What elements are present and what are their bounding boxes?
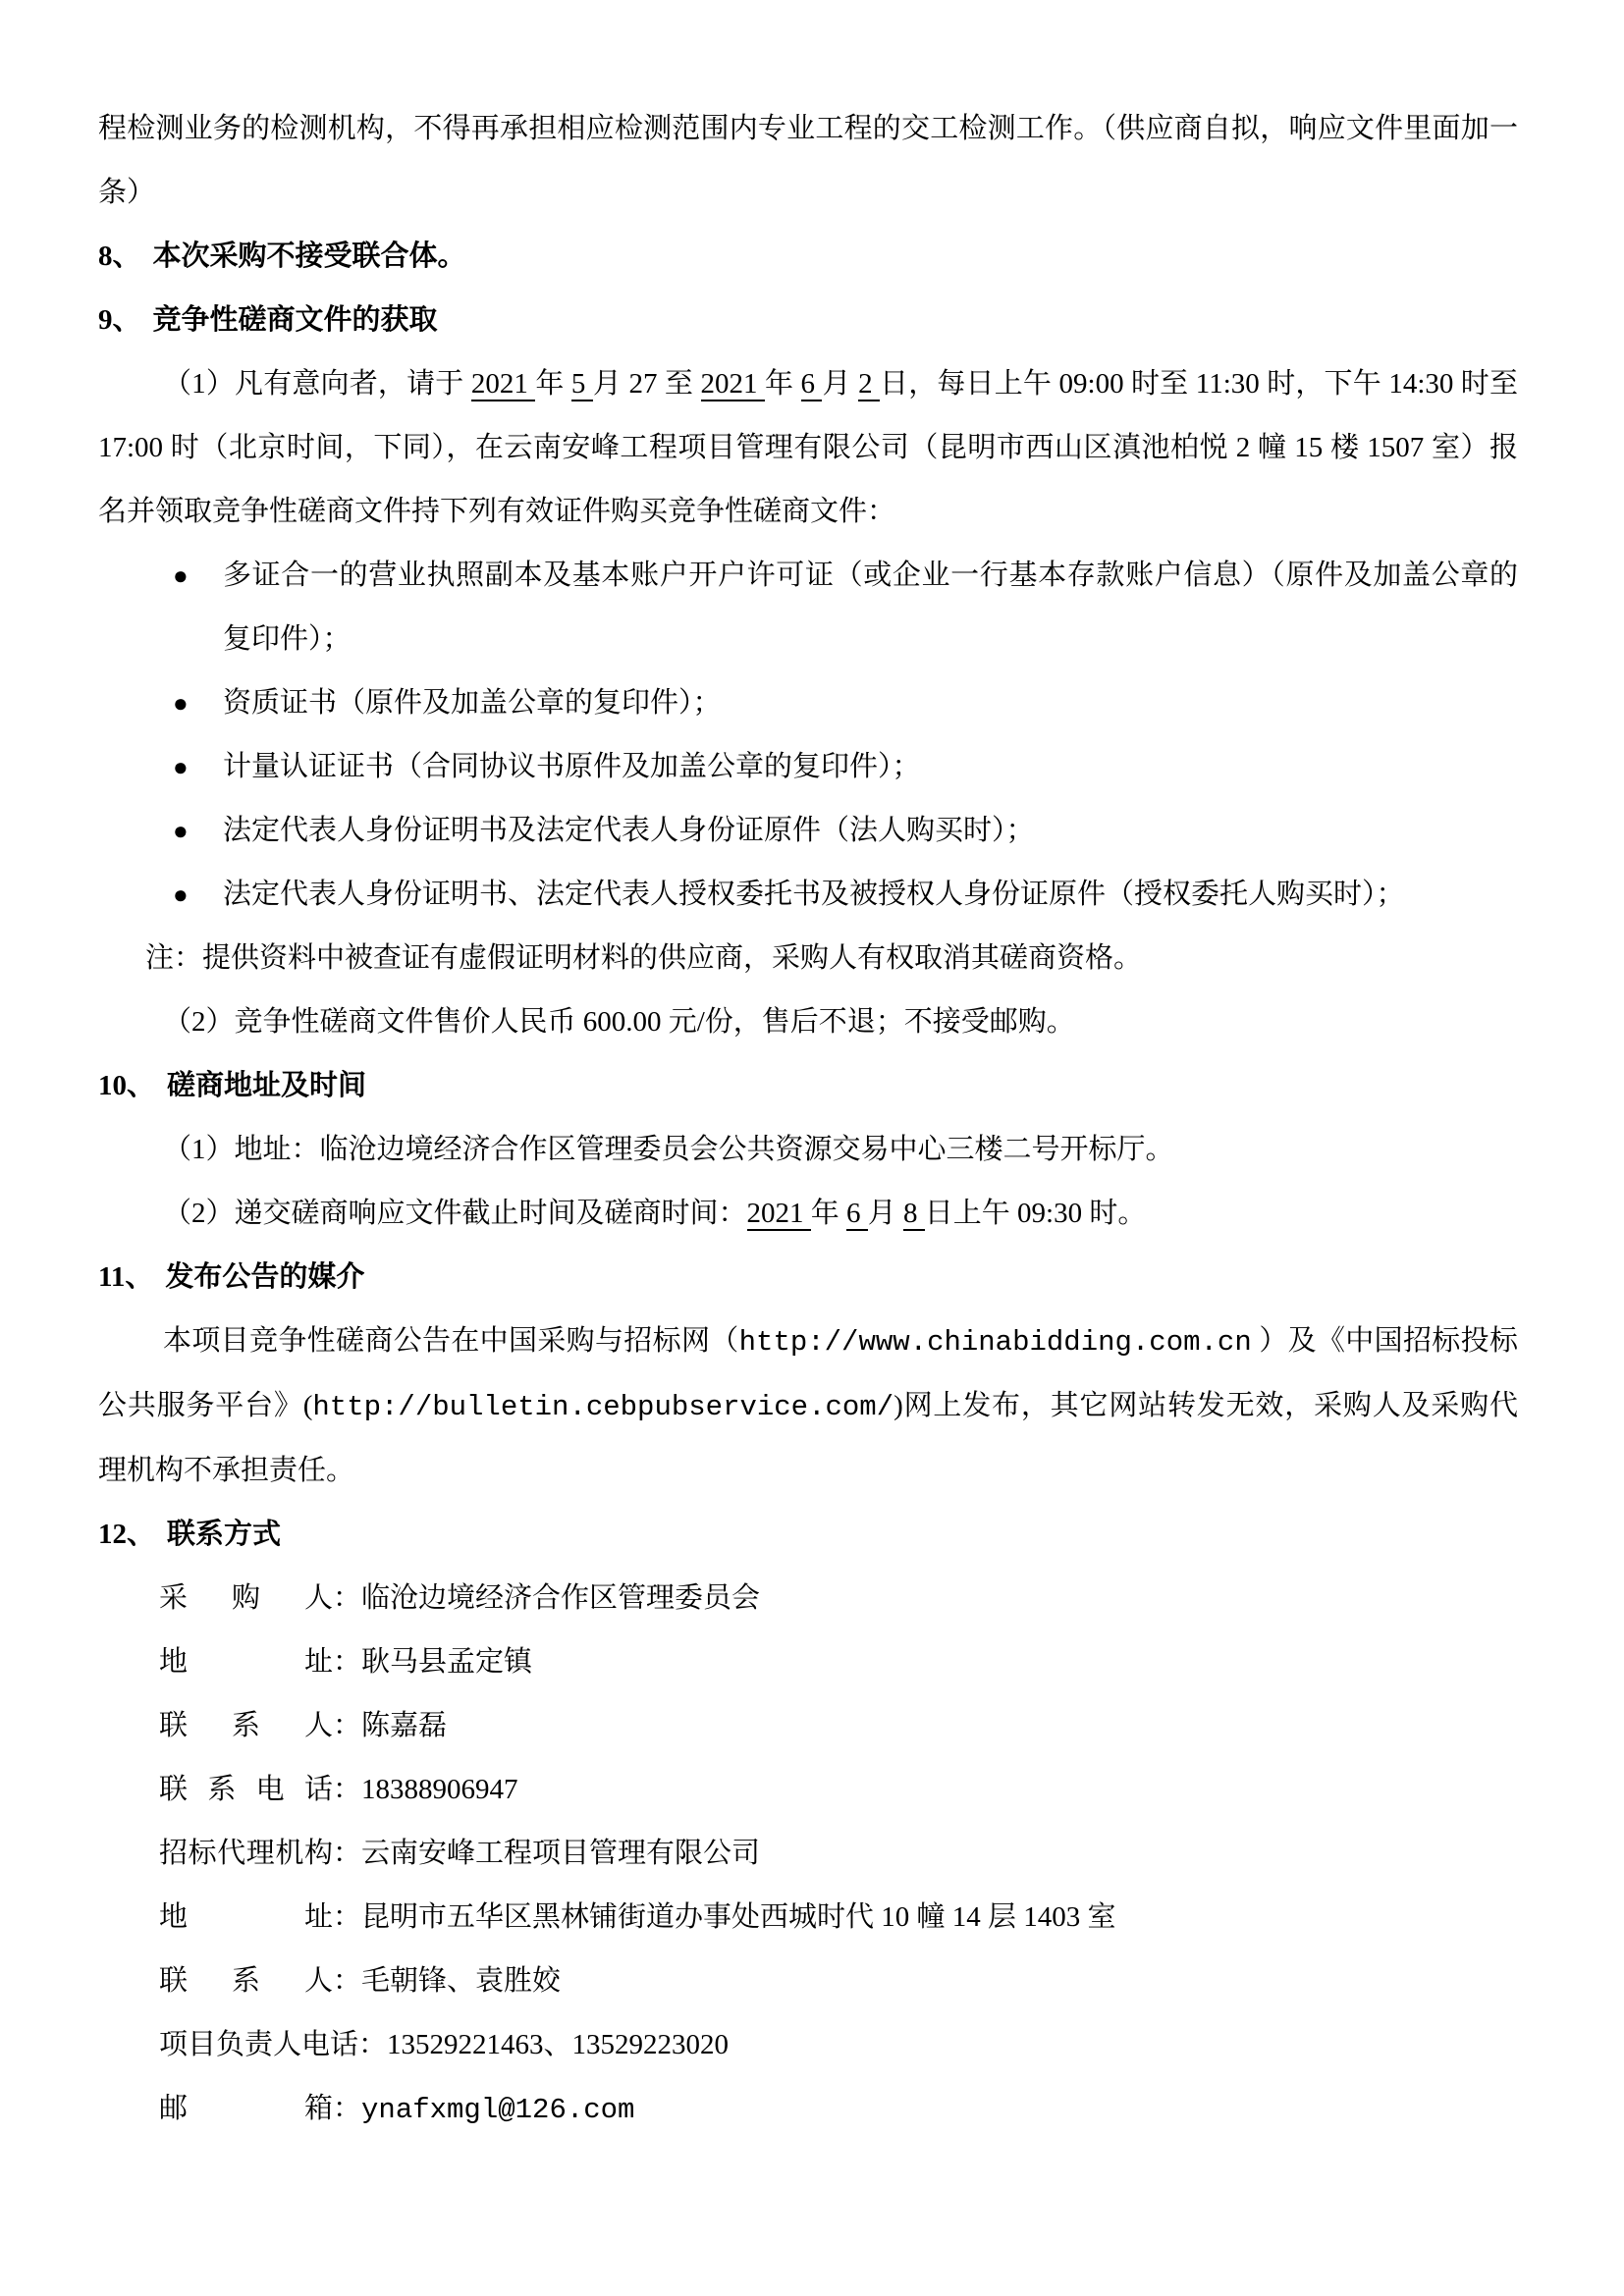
bullet-icon: ● <box>173 689 189 718</box>
contact-value: ：陈嘉磊 <box>333 1710 448 1741</box>
contact-value: ：云南安峰工程项目管理有限公司 <box>333 1838 761 1869</box>
list-item <box>98 799 1518 863</box>
intro-continuation-paragraph: 程检测业务的检测机构，不得再承担相应检测范围内专业工程的交工检测工作。（供应商自拟，响应文件里面加一条） <box>98 113 1518 208</box>
contact-row-contact-person <box>98 1694 1518 1758</box>
section-12-heading <box>98 1503 1518 1567</box>
section-10-heading <box>98 1054 1518 1118</box>
section-9-title: 竞争性磋商文件的获取 <box>152 304 438 336</box>
section-12-number: 12、 <box>98 1519 156 1550</box>
section-9-note: 注：提供资料中被查证有虚假证明材料的供应商，采购人有权取消其磋商资格。 <box>145 942 1143 974</box>
contact-label: 联 系 人 <box>159 1965 333 1997</box>
contact-label: 邮 箱 <box>159 2093 333 2124</box>
contact-value: ：ynafxmgl@126.com <box>333 2093 635 2126</box>
list-item <box>98 735 1518 799</box>
section-10-title: 磋商地址及时间 <box>167 1070 367 1101</box>
section-9-paragraph-1: （1）凡有意向者，请于 2021 年 5 月 27 至 2021 年 6 月 2 日，每日上午 09:00 时至 11:30 时，下午 14:30 时至 17:00 时（北京时间，下同），在云南安峰工程项目管理有限公司（昆明市西山区滇池柏悦 2 幢 15 楼 1507 室）报名并领取竞争性磋商文件持下列有效证件购买竞争性磋商文件： <box>98 368 1518 527</box>
section-10-item-1: （1）地址：临沧边境经济合作区管理委员会公共资源交易中心三楼二号开标厅。 <box>163 1134 1174 1165</box>
section-9-number: 9、 <box>98 304 141 336</box>
section-8-number: 8、 <box>98 240 141 272</box>
section-11-number: 11、 <box>98 1261 154 1293</box>
list-item <box>98 671 1518 735</box>
contact-value: ：18388906947 <box>333 1774 518 1805</box>
contact-row-purchaser <box>98 1567 1518 1630</box>
contact-label: 招标代理机构 <box>159 1838 333 1869</box>
contact-value: ：昆明市五华区黑林铺街道办事处西城时代 10 幢 14 层 1403 室 <box>333 1901 1116 1933</box>
section-10-item-2: （2）递交磋商响应文件截止时间及磋商时间：2021 年 6 月 8 日上午 09:30 时。 <box>163 1198 1147 1229</box>
contact-row-email <box>98 2077 1518 2142</box>
section-8-title: 本次采购不接受联合体。 <box>152 240 466 272</box>
section-11-title: 发布公告的媒介 <box>165 1261 365 1293</box>
bullet-text: 计量认证证书（合同协议书原件及加盖公章的复印件）； <box>223 751 921 782</box>
contact-row-project-lead-phone <box>98 2013 1518 2077</box>
contact-row-purchaser-address <box>98 1630 1518 1694</box>
contact-label: 联 系 电 话 <box>159 1774 333 1805</box>
contact-value: ：耿马县孟定镇 <box>333 1646 533 1678</box>
contact-list <box>98 1567 1518 2142</box>
section-10-number: 10、 <box>98 1070 156 1101</box>
section-12-title: 联系方式 <box>167 1519 282 1550</box>
contact-value: ：临沧边境经济合作区管理委员会 <box>333 1582 761 1614</box>
bullet-icon: ● <box>173 753 189 781</box>
bullet-text: 资质证书（原件及加盖公章的复印件）； <box>223 687 722 719</box>
contact-label: 采 购 人 <box>159 1582 333 1614</box>
section-11-paragraph: 本项目竞争性磋商公告在中国采购与招标网（http://www.chinabidding.com.cn ）及《中国招标投标公共服务平台》(http://bulletin.cebpubservice.com/)网上发布，其它网站转发无效，采购人及采购代理机构不承担责任。 <box>98 1325 1518 1486</box>
section-9-heading <box>98 289 1518 352</box>
contact-row-agency-address <box>98 1886 1518 1949</box>
contact-value: ：毛朝锋、袁胜姣 <box>333 1965 562 1997</box>
contact-label: 项目负责人电话 <box>159 2029 359 2060</box>
bullet-text: 法定代表人身份证明书、法定代表人授权委托书及被授权人身份证原件（授权委托人购买时）； <box>223 879 1405 910</box>
contact-row-agency-person <box>98 1949 1518 2013</box>
bullet-text: 多证合一的营业执照副本及基本账户开户许可证（或企业一行基本存款账户信息）（原件及加盖公章的复印件）； <box>223 560 1518 655</box>
contact-label: 地 址 <box>159 1901 333 1933</box>
bullet-icon: ● <box>173 561 189 590</box>
bullet-icon: ● <box>173 881 189 909</box>
section-8-heading <box>98 225 1518 289</box>
contact-label: 地 址 <box>159 1646 333 1678</box>
section-9-bullet-list <box>98 544 1518 927</box>
document-content <box>98 97 1518 2142</box>
section-9-paragraph-2: （2）竞争性磋商文件售价人民币 600.00 元/份，售后不退；不接受邮购。 <box>163 1006 1075 1038</box>
contact-row-contact-phone <box>98 1758 1518 1822</box>
section-11-heading <box>98 1246 1518 1309</box>
contact-label: 联 系 人 <box>159 1710 333 1741</box>
contact-row-agency <box>98 1822 1518 1886</box>
contact-value: ：13529221463、13529223020 <box>358 2029 730 2060</box>
bullet-icon: ● <box>173 817 189 845</box>
bullet-text: 法定代表人身份证明书及法定代表人身份证原件（法人购买时）； <box>223 815 1035 846</box>
list-item <box>98 863 1518 927</box>
list-item <box>98 544 1518 671</box>
